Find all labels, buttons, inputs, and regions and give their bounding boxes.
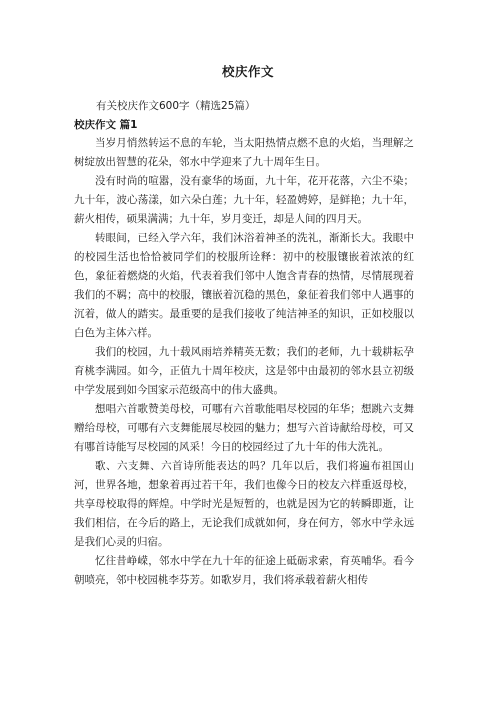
paragraph: 转眼间，已经入学六年，我们沐浴着神圣的洗礼，渐渐长大。我眼中的校园生活也恰恰被同学们的校服所诠释：初中的校服镶嵌着浓浓的红色，象征着燃烧的火焰，代表着我们邻中人饱含青春的热情，尽情展现着我们的不羁；高中的校服，镶嵌着沉稳的黑色，象征着我们邻中人遇事的沉着，做人的踏实。最重要的是我们接收了纯洁神圣的知识，正如校服以白色为主体六样。 [74, 232, 414, 339]
document-subtitle: 有关校庆作文600字（精选25篇） [96, 100, 256, 112]
section-heading: 校庆作文 篇1 [74, 119, 138, 131]
paragraph: 当岁月悄然转运不息的车轮，当太阳热情点燃不息的火焰，当理解之树绽放出智慧的花朵，邻水中学迎来了九十周年生日。 [74, 137, 414, 168]
document-title: 校庆作文 [221, 64, 274, 79]
paragraph: 我们的校园，九十载风雨培养精英无数；我们的老师，九十载耕耘孕育桃李满园。如今，正值九十周年校庆，这是邻中由最初的邻水县立初级中学发展到如今国家示范级高中的伟大盛典。 [74, 346, 414, 396]
document-body [74, 134, 414, 590]
paragraph: 歌、六支舞、六首诗所能表达的吗？几年以后，我们将遍布祖国山河，世界各地，想象着再过若干年，我们也像今日的校友六样重返母校，共享母校取得的辉煌。中学时光是短暂的，也就是因为它的转瞬即逝，让我们相信，在今后的路上，无论我们成就如何，身在何方，邻水中学永远是我们心灵的归宿。 [74, 460, 414, 548]
paragraph: 没有时尚的喧嚣，没有豪华的场面，九十年，花开花落，六尘不染；九十年，波心荡漾，如六朵白莲；九十年，轻盈娉婷，是鲜艳；九十年，薪火相传，硕果满满；九十年，岁月变迁，却是人间的四月天。 [74, 175, 414, 225]
paragraph: 想唱六首歌赞美母校，可哪有六首歌能唱尽校园的年华；想跳六支舞赠给母校，可哪有六支舞能展尽校园的魅力；想写六首诗献给母校，可又有哪首诗能写尽校园的风采！今日的校园经过了九十年的伟大洗礼。 [74, 403, 414, 453]
paragraph: 忆往昔峥嵘，邻水中学在九十年的征途上砥砺求索，育英哺华。看今朝喷亮，邻中校园桃李芬芳。如歌岁月，我们将承载着薪火相传 [74, 555, 414, 586]
